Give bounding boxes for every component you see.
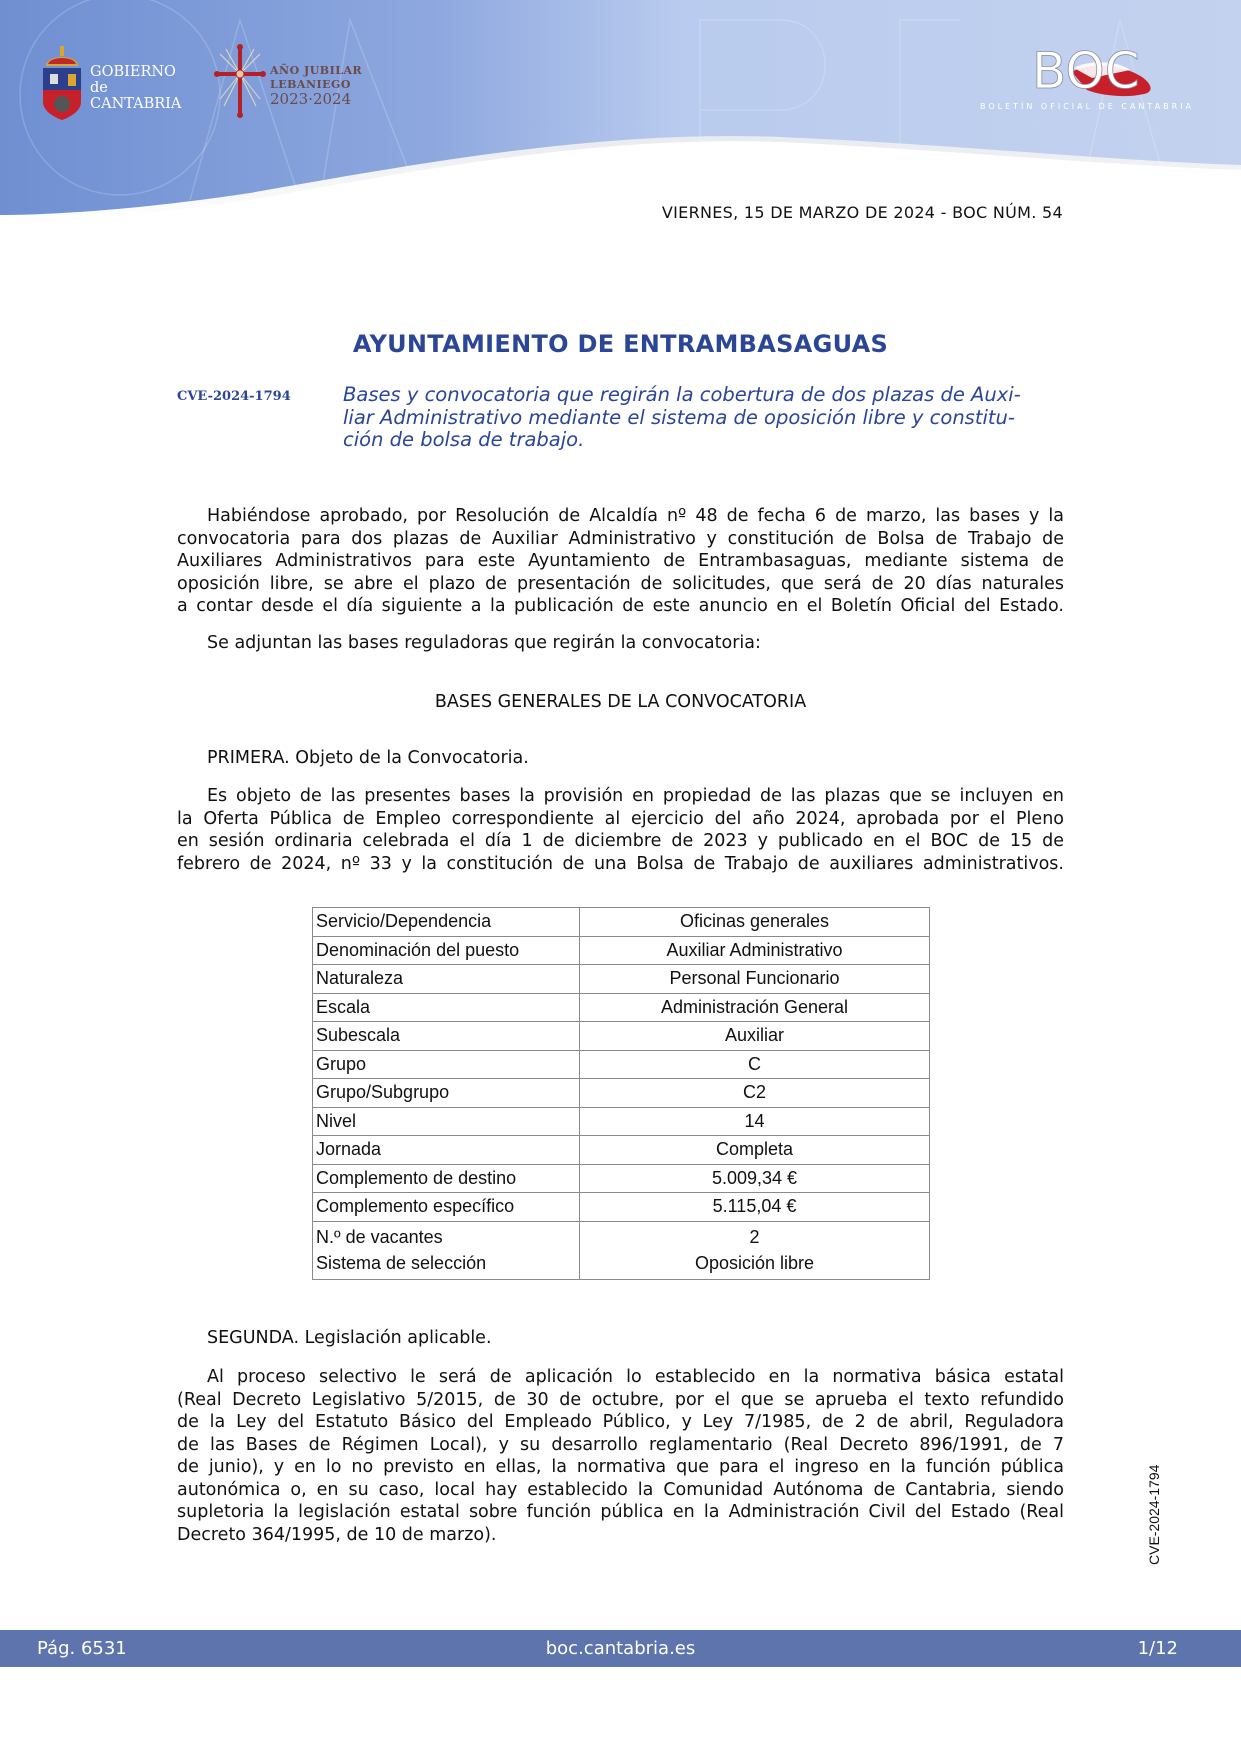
table-row: [313, 1221, 930, 1279]
gobierno-line: GOBIERNO: [90, 64, 176, 80]
row-label: Jornada: [313, 1136, 580, 1165]
table-row: [313, 1136, 930, 1165]
announcement-summary: [343, 384, 1063, 452]
sistema-label: Sistema de selección: [316, 1253, 487, 1273]
row-label: Denominación del puesto: [313, 936, 580, 965]
paragraph-line: convocatoria para dos plazas de Auxiliar Administrativo y constitución de Bolsa de Trabajo de: [177, 528, 1064, 549]
vacantes-value: 2: [749, 1227, 760, 1247]
de-line: de: [90, 80, 108, 96]
site-link[interactable]: boc.cantabria.es: [545, 1638, 696, 1659]
vacantes-label: N.º de vacantes: [316, 1227, 443, 1247]
paragraph-line: Es objeto de las presentes bases la provisión en propiedad de las plazas que se incluyen en: [207, 786, 1064, 806]
sistema-value: Oposición libre: [694, 1253, 815, 1273]
cve-code: CVE-2024-1794: [177, 389, 291, 404]
table-row: [313, 965, 930, 994]
table-row: [313, 1164, 930, 1193]
row-value: Auxiliar Administrativo: [580, 936, 930, 965]
paragraph-line: Al proceso selectivo le será de aplicación lo establecido en la normativa básica estatal: [207, 1367, 1064, 1387]
row-label: Grupo: [313, 1050, 580, 1079]
row-value: C: [580, 1050, 930, 1079]
jubilar-wordmark: [270, 64, 362, 106]
position-details-table: [312, 907, 930, 1280]
row-value: Oficinas generales: [580, 908, 930, 937]
boc-letters: BOC: [1032, 42, 1140, 100]
primera-heading: PRIMERA. Objeto de la Convocatoria.: [207, 748, 529, 768]
page-number-label: Pág. 6531: [37, 1638, 127, 1659]
intro-paragraph: [177, 505, 1064, 618]
paragraph-line: de las Bases de Régimen Local), y su desarrollo reglamentario (Real Decreto 896/1991, de 7: [177, 1434, 1064, 1455]
paragraph-line: supletoria la legislación estatal sobre función pública en la Administración Civil del Estado (Real: [177, 1502, 1064, 1522]
row-value: Auxiliar: [580, 1022, 930, 1051]
boc-emblem-icon: [1032, 42, 1182, 100]
gobierno-cantabria-wordmark: [90, 64, 181, 112]
table-row: [313, 993, 930, 1022]
ano-jubilar-logo: [214, 44, 384, 120]
row-value: 5.115,04 €: [580, 1193, 930, 1222]
row-label: Naturaleza: [313, 965, 580, 994]
paragraph-line: Decreto 364/1995, de 10 de marzo).: [177, 1524, 497, 1545]
paragraph-line: Auxiliares Administrativos para este Ayuntamiento de Entrambasaguas, mediante sistema de: [177, 551, 1064, 571]
attached-bases-note: Se adjuntan las bases reguladoras que regirán la convocatoria:: [207, 633, 761, 653]
row-label: Subescala: [313, 1022, 580, 1051]
row-value: C2: [580, 1079, 930, 1108]
table-row: [313, 936, 930, 965]
paragraph-line: a contar desde el día siguiente a la publicación de este anuncio en el Boletín Oficial del Estado.: [177, 596, 1064, 616]
paragraph-line: autonómica o, en su caso, local hay establecido la Comunidad Autónoma de Cantabria, siendo: [177, 1479, 1064, 1500]
table-row: [313, 1193, 930, 1222]
summary-line: Bases y convocatoria que regirán la cobertura de dos plazas de Auxi-: [343, 383, 1021, 406]
paragraph-line: (Real Decreto Legislativo 5/2015, de 30 de octubre, por el que se aprueba el texto refundido: [177, 1389, 1064, 1410]
primera-paragraph: [177, 785, 1064, 875]
row-value: Administración General: [580, 993, 930, 1022]
paragraph-line: febrero de 2024, nº 33 y la constitución de una Bolsa de Trabajo de auxiliares administrativos.: [177, 853, 1064, 874]
row-value: [580, 1221, 930, 1279]
row-label: Nivel: [313, 1107, 580, 1136]
issue-date-line: VIERNES, 15 DE MARZO DE 2024 - BOC NÚM. 54: [661, 203, 1063, 222]
table-row: [313, 1107, 930, 1136]
row-label: [313, 1221, 580, 1279]
paragraph-line: la Oferta Pública de Empleo correspondiente al ejercicio del año 2024, aprobada por el Pleno: [177, 808, 1064, 829]
cantabria-line: CANTABRIA: [90, 96, 182, 112]
table-row: [313, 1050, 930, 1079]
bases-heading: BASES GENERALES DE LA CONVOCATORIA: [434, 692, 807, 712]
table-row: [313, 908, 930, 937]
jubilar-line2: LEBANIEGO: [270, 78, 352, 91]
segunda-heading: SEGUNDA. Legislación aplicable.: [207, 1328, 492, 1348]
boc-subtitle: BOLETÍN OFICIAL DE CANTABRIA: [980, 102, 1195, 111]
paragraph-line: oposición libre, se abre el plazo de presentación de solicitudes, que será de 20 días naturales: [177, 573, 1064, 594]
row-label: Grupo/Subgrupo: [313, 1079, 580, 1108]
organization-title: AYUNTAMIENTO DE ENTRAMBASAGUAS: [352, 330, 889, 358]
boc-logo: [972, 42, 1212, 122]
row-label: Complemento de destino: [313, 1164, 580, 1193]
paragraph-line: en sesión ordinaria celebrada el día 1 de diciembre de 2023 y publicado en el BOC de 15 de: [177, 831, 1064, 851]
table-row: [313, 1022, 930, 1051]
paragraph-line: Habiéndose aprobado, por Resolución de Alcaldía nº 48 de fecha 6 de marzo, las bases y la: [207, 506, 1064, 526]
row-value: 14: [580, 1107, 930, 1136]
page-footer: [0, 1630, 1241, 1667]
jubilar-line1: AÑO JUBILAR: [270, 64, 363, 77]
header-banner: [0, 0, 1241, 230]
row-label: Servicio/Dependencia: [313, 908, 580, 937]
table-row: [313, 1079, 930, 1108]
paragraph-line: de junio), y en lo no previsto en ellas, la normativa que para el ingreso en la función pública: [177, 1457, 1064, 1477]
row-label: Escala: [313, 993, 580, 1022]
page-count: 1/12: [1137, 1638, 1178, 1659]
jubilar-cross-icon: [214, 44, 266, 118]
row-value: Completa: [580, 1136, 930, 1165]
segunda-paragraph: [177, 1366, 1064, 1546]
summary-line: liar Administrativo mediante el sistema de oposición libre y constitu-: [343, 405, 1015, 429]
row-value: 5.009,34 €: [580, 1164, 930, 1193]
gobierno-cantabria-logo: [40, 44, 200, 124]
cantabria-coat-of-arms-icon: [40, 44, 84, 120]
row-label: Complemento específico: [313, 1193, 580, 1222]
side-cve-label: CVE-2024-1794: [1146, 1464, 1162, 1565]
row-value: Personal Funcionario: [580, 965, 930, 994]
summary-line: ción de bolsa de trabajo.: [343, 428, 585, 451]
jubilar-years: 2023·2024: [270, 90, 352, 108]
paragraph-line: de la Ley del Estatuto Básico del Empleado Público, y Ley 7/1985, de 2 de abril, Reguladora: [177, 1412, 1064, 1432]
